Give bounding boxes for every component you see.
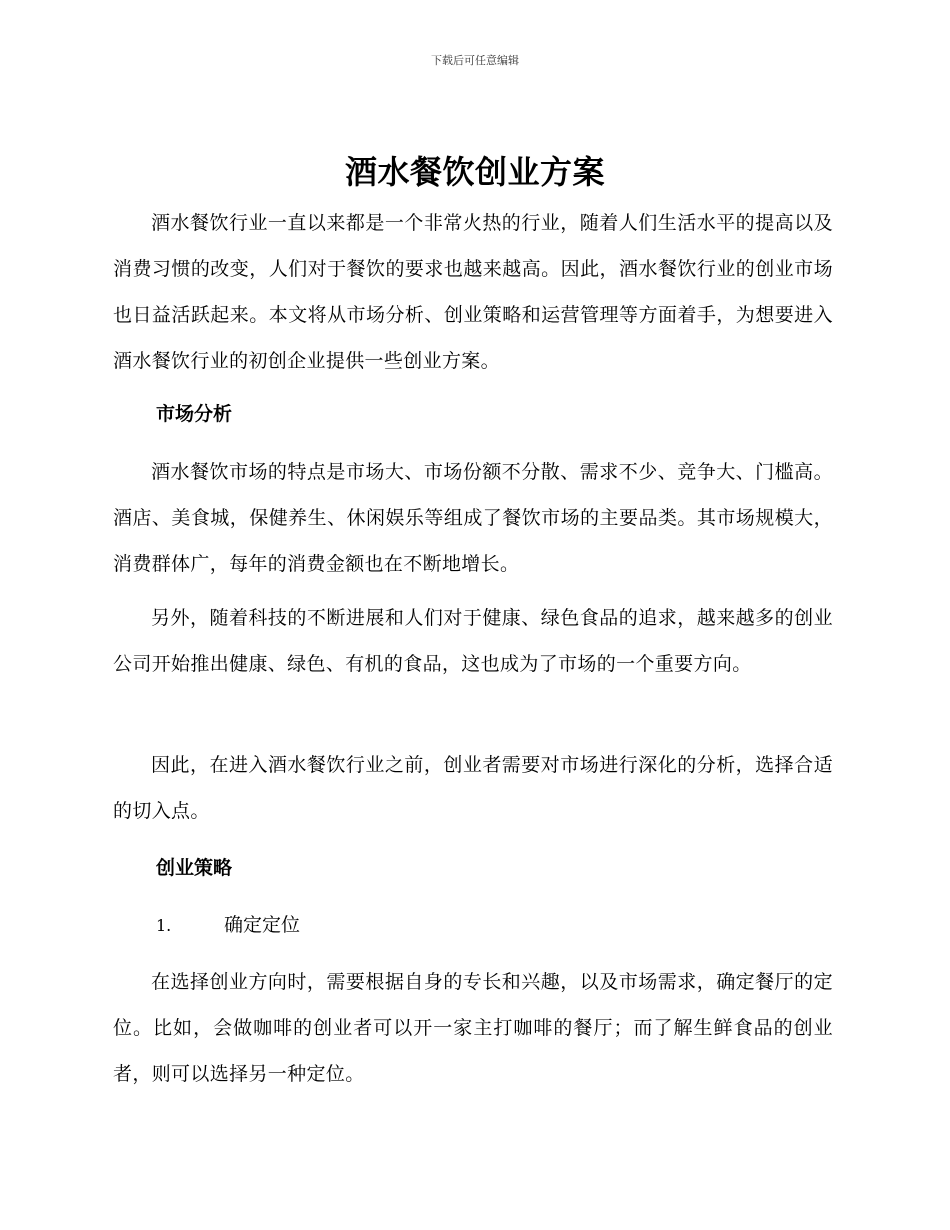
list-item-positioning bbox=[156, 902, 300, 949]
market-paragraph-3-block bbox=[113, 742, 833, 834]
market-paragraph-1: 酒水餐饮市场的特点是市场大、市场份额不分散、需求不少、竞争大、门槛高。酒店、美食城，保健养生、休闲娱乐等组成了餐饮市场的主要品类。其市场规模大，消费群体广，每年的消费金额也在不断地增长。 bbox=[113, 461, 833, 575]
list-item-number: 1. bbox=[156, 916, 172, 935]
market-paragraph-2-block bbox=[113, 595, 833, 687]
market-paragraph-1-block bbox=[113, 449, 833, 587]
page-header-note: 下载后可任意编辑 bbox=[431, 54, 519, 67]
strategy-paragraph-1: 在选择创业方向时，需要根据自身的专长和兴趣，以及市场需求，确定餐厅的定位。比如，会做咖啡的创业者可以开一家主打咖啡的餐厅；而了解生鲜食品的创业者，则可以选择另一种定位。 bbox=[113, 971, 833, 1085]
section-heading-startup-strategy: 创业策略 bbox=[156, 857, 233, 879]
list-item-label: 确定定位 bbox=[224, 914, 301, 936]
document-title: 酒水餐饮创业方案 bbox=[344, 153, 605, 191]
section-heading-market-analysis: 市场分析 bbox=[156, 403, 233, 425]
market-paragraph-2: 另外，随着科技的不断进展和人们对于健康、绿色食品的追求，越来越多的创业公司开始推出健康、绿色、有机的食品，这也成为了市场的一个重要方向。 bbox=[113, 607, 833, 675]
strategy-paragraph-1-block bbox=[113, 959, 833, 1097]
market-paragraph-3: 因此，在进入酒水餐饮行业之前，创业者需要对市场进行深化的分析，选择合适的切入点。 bbox=[113, 754, 833, 822]
intro-block bbox=[113, 200, 833, 384]
intro-paragraph: 酒水餐饮行业一直以来都是一个非常火热的行业，随着人们生活水平的提高以及消费习惯的改变，人们对于餐饮的要求也越来越高。因此，酒水餐饮行业的创业市场也日益活跃起来。本文将从市场分析、创业策略和运营管理等方面着手，为想要进入酒水餐饮行业的初创企业提供一些创业方案。 bbox=[113, 212, 833, 372]
